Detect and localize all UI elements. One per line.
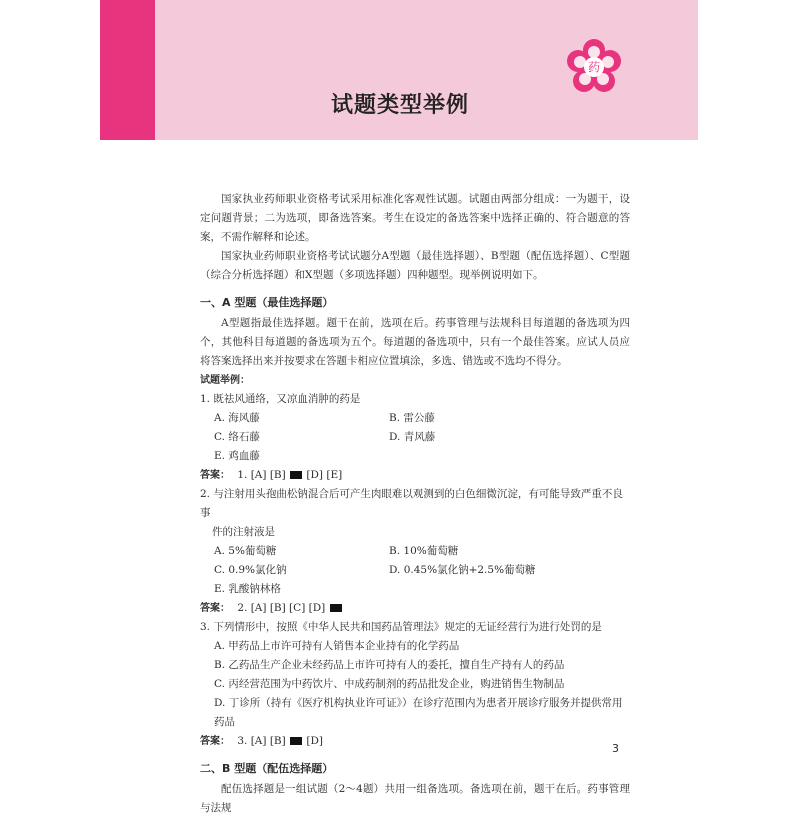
section-a-description: A型题指最佳选择题。题干在前，选项在后。药事管理与法规科目每道题的备选项为四个，其他科目每道题的备选项为五个。每道题的备选项中，只有一个最佳答案。应试人员应将答案选择出来并按要求在答题卡相应位置填涂，多选、错选或不选均不得分。	[200, 317, 630, 367]
option-c: C. 络石藤	[214, 431, 260, 443]
svg-text:药: 药	[587, 60, 601, 75]
filled-answer-mark	[290, 471, 302, 479]
page-title: 试题类型举例	[330, 93, 469, 118]
answer-label: 答案：	[200, 470, 230, 481]
page-number: 3	[612, 742, 619, 755]
answer-prefix: 2. [A] [B] [C] [D]	[237, 602, 326, 614]
answer-label: 答案：	[200, 736, 230, 747]
answer-label: 答案：	[200, 603, 230, 614]
option-e: E. 乳酸钠林格	[214, 583, 281, 595]
question-1-answer	[200, 466, 630, 485]
question-2-answer	[200, 599, 630, 618]
option-b: B. 乙药品生产企业未经药品上市许可持有人的委托，擅自生产持有人的药品	[214, 659, 565, 671]
intro-paragraph-2: 国家执业药师职业资格考试试题分A型题（最佳选择题）、B型题（配伍选择题）、C型题（综合分析选择题）和X型题（多项选择题）四种题型。现举例说明如下。	[200, 250, 630, 281]
answer-suffix: [D]	[306, 735, 324, 747]
filled-answer-mark	[330, 604, 342, 612]
answer-prefix: 1. [A] [B]	[237, 469, 286, 481]
question-1-stem: 1. 既祛风通络，又凉血消肿的药是	[200, 393, 361, 405]
example-label: 试题举例：	[200, 375, 250, 386]
section-b-heading: 二、B 型题（配伍选择题）	[200, 762, 334, 775]
question-2-stem: 2. 与注射用头孢曲松钠混合后可产生肉眼难以观测到的白色细微沉淀，有可能导致严重不良事	[200, 488, 623, 519]
answer-prefix: 3. [A] [B]	[237, 735, 286, 747]
header-accent-stripe	[100, 0, 155, 140]
page-content	[200, 190, 630, 818]
option-d: D. 丁诊所（持有《医疗机构执业许可证》）在诊疗范围内为患者开展诊疗服务并提供常用药品	[214, 697, 623, 728]
option-a: A. 海风藤	[214, 412, 260, 424]
option-a: A. 甲药品上市许可持有人销售本企业持有的化学药品	[214, 640, 460, 652]
option-b: B. 雷公藤	[389, 412, 435, 424]
option-b: B. 10%葡萄糖	[389, 545, 459, 557]
intro-paragraph-1: 国家执业药师职业资格考试采用标准化客观性试题。试题由两部分组成：一为题干，设定问题背景；二为选项，即备选答案。考生在设定的备选答案中选择正确的、符合题意的答案，不需作解释和论述。	[200, 193, 630, 243]
option-a: A. 5%葡萄糖	[214, 545, 277, 557]
option-d: D. 青风藤	[389, 431, 436, 443]
option-e: E. 鸡血藤	[214, 450, 260, 462]
section-b-description: 配伍选择题是一组试题（2～4题）共用一组备选项。备选项在前，题干在后。药事管理与法规	[200, 783, 630, 814]
question-3-answer	[200, 732, 630, 751]
question-2-options	[200, 542, 630, 599]
question-3-stem: 3. 下列情形中，按照《中华人民共和国药品管理法》规定的无证经营行为进行处罚的是	[200, 621, 602, 633]
option-c: C. 丙经营范围为中药饮片、中成药制剂的药品批发企业，购进销售生物制品	[214, 678, 565, 690]
filled-answer-mark	[290, 737, 302, 745]
answer-suffix: [D] [E]	[306, 469, 343, 481]
question-2-stem-continued: 件的注射液是	[212, 526, 275, 538]
option-c: C. 0.9%氯化钠	[214, 564, 287, 576]
question-1-options	[200, 409, 630, 466]
option-d: D. 0.45%氯化钠+2.5%葡萄糖	[389, 564, 536, 576]
section-a-heading: 一、A 型题（最佳选择题）	[200, 296, 334, 309]
question-3-options	[200, 637, 630, 732]
